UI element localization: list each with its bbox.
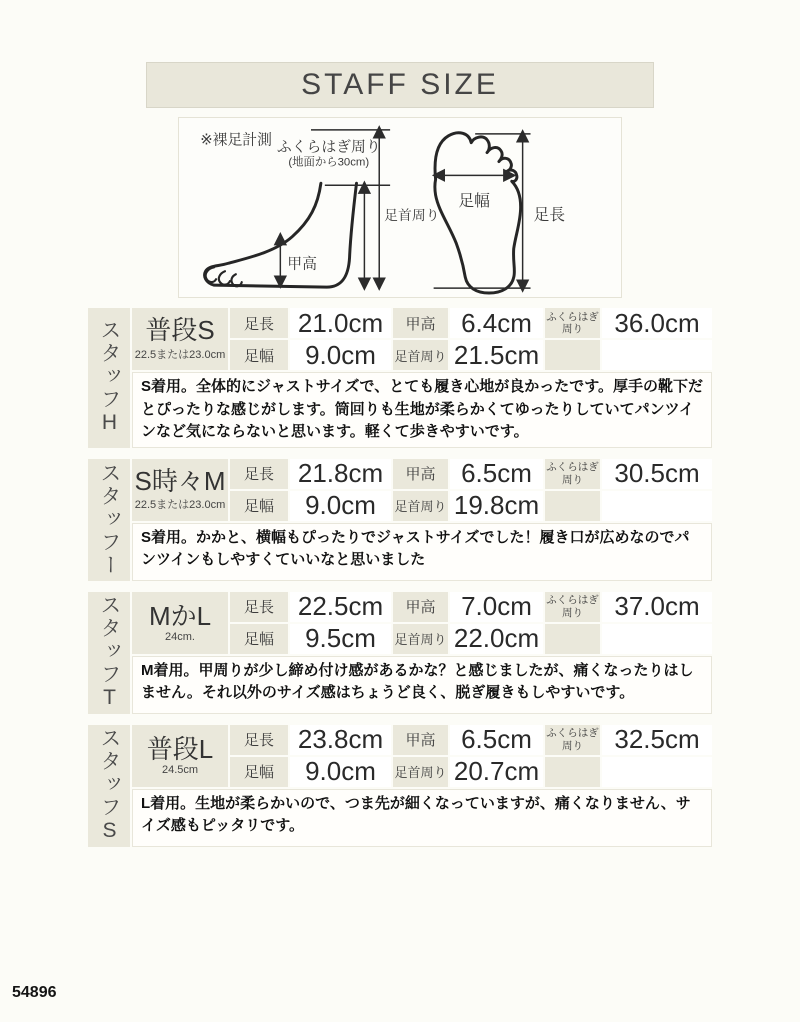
label-calf-girth bbox=[545, 459, 600, 489]
value-instep: 6.4cm bbox=[450, 308, 543, 338]
staff-section bbox=[88, 459, 712, 581]
measurement-table bbox=[132, 459, 712, 521]
value-instep: 7.0cm bbox=[450, 592, 543, 622]
staff-body bbox=[132, 725, 712, 847]
label-calf-line1: ふくらはぎ bbox=[546, 461, 599, 474]
empty-label-cell bbox=[545, 757, 600, 787]
size-name-cell bbox=[132, 459, 228, 521]
label-ankle-girth: 足首周り bbox=[393, 624, 448, 654]
title-bar bbox=[146, 62, 654, 108]
label-calf-girth bbox=[545, 725, 600, 755]
empty-value-cell bbox=[602, 491, 712, 521]
staff-name-vertical: スタッフー bbox=[88, 459, 130, 581]
value-foot-width: 9.0cm bbox=[290, 340, 391, 370]
label-calf-line1: ふくらはぎ bbox=[546, 310, 599, 323]
label-calf-line2: 周り bbox=[562, 606, 583, 619]
foot-sole-view-illustration bbox=[435, 133, 521, 293]
staff-name-vertical: スタッフS bbox=[88, 725, 130, 847]
size-name: 普段S bbox=[145, 315, 215, 346]
value-calf-girth: 32.5cm bbox=[602, 725, 712, 755]
barefoot-note-label: ※裸足計測 bbox=[200, 132, 272, 149]
staff-name-vertical: スタッフH bbox=[88, 308, 130, 448]
size-name-cell bbox=[132, 725, 228, 787]
foot-length-label: 足長 bbox=[533, 206, 566, 224]
value-foot-length: 21.8cm bbox=[290, 459, 391, 489]
label-foot-length: 足長 bbox=[230, 308, 288, 338]
staff-comment: L着用。生地が柔らかいので、つま先が細くなっていますが、痛くなりません、サイズ感もピッタリです。 bbox=[132, 789, 712, 847]
size-name: S時々M bbox=[134, 465, 226, 496]
size-name: MかL bbox=[148, 600, 212, 631]
size-sub: 22.5または23.0cm bbox=[134, 499, 226, 512]
label-foot-width: 足幅 bbox=[230, 340, 288, 370]
foot-measurement-diagram bbox=[178, 117, 622, 298]
label-calf-girth bbox=[545, 592, 600, 622]
size-sub: 22.5または23.0cm bbox=[134, 348, 226, 361]
instep-height-label: 甲高 bbox=[287, 256, 317, 273]
page-title: STAFF SIZE bbox=[301, 68, 499, 101]
sole-view-measure-lines bbox=[434, 134, 531, 288]
value-foot-length: 21.0cm bbox=[290, 308, 391, 338]
empty-value-cell bbox=[602, 340, 712, 370]
value-ankle-girth: 21.5cm bbox=[450, 340, 543, 370]
page-content bbox=[88, 62, 712, 847]
staff-comment: S着用。全体的にジャストサイズで、とても履き心地が良かったです。厚手の靴下だとぴったりな感じがします。筒回りも生地が柔らかくてゆったりしていてパンツインなど気にならないと思います。軽くて歩きやすいです。 bbox=[132, 372, 712, 448]
staff-comment: M着用。甲周りが少し締め付け感があるかな？と感じましたが、痛くなったりはしません。それ以外のサイズ感はちょうど良く、脱ぎ履きもしやすいです。 bbox=[132, 656, 712, 714]
value-instep: 6.5cm bbox=[450, 725, 543, 755]
calf-girth-sub-label: (地面から30cm) bbox=[288, 156, 370, 169]
size-name: 普段L bbox=[146, 733, 214, 764]
measurement-table bbox=[132, 592, 712, 654]
label-calf-line2: 周り bbox=[562, 739, 583, 752]
label-calf-line1: ふくらはぎ bbox=[546, 594, 599, 607]
label-foot-length: 足長 bbox=[230, 592, 288, 622]
value-foot-length: 22.5cm bbox=[290, 592, 391, 622]
empty-label-cell bbox=[545, 491, 600, 521]
measurement-table bbox=[132, 725, 712, 787]
empty-value-cell bbox=[602, 624, 712, 654]
value-calf-girth: 37.0cm bbox=[602, 592, 712, 622]
label-foot-width: 足幅 bbox=[230, 624, 288, 654]
staff-sections bbox=[88, 308, 712, 847]
value-instep: 6.5cm bbox=[450, 459, 543, 489]
staff-body bbox=[132, 459, 712, 581]
staff-section bbox=[88, 308, 712, 448]
label-instep: 甲高 bbox=[393, 459, 448, 489]
label-foot-width: 足幅 bbox=[230, 757, 288, 787]
value-calf-girth: 36.0cm bbox=[602, 308, 712, 338]
label-calf-line2: 周り bbox=[562, 473, 583, 486]
label-ankle-girth: 足首周り bbox=[393, 340, 448, 370]
staff-section bbox=[88, 592, 712, 714]
empty-label-cell bbox=[545, 340, 600, 370]
foot-diagram-svg bbox=[179, 118, 621, 297]
label-instep: 甲高 bbox=[393, 725, 448, 755]
label-calf-line2: 周り bbox=[562, 323, 583, 335]
value-foot-width: 9.0cm bbox=[290, 491, 391, 521]
size-name-cell bbox=[132, 308, 228, 370]
empty-value-cell bbox=[602, 757, 712, 787]
foot-width-label: 足幅 bbox=[458, 193, 490, 211]
label-instep: 甲高 bbox=[393, 592, 448, 622]
label-foot-length: 足長 bbox=[230, 459, 288, 489]
label-foot-width: 足幅 bbox=[230, 491, 288, 521]
empty-label-cell bbox=[545, 624, 600, 654]
size-name-cell bbox=[132, 592, 228, 654]
measurement-table bbox=[132, 308, 712, 370]
product-code: 54896 bbox=[12, 984, 57, 1001]
size-sub: 24cm. bbox=[165, 631, 195, 644]
label-foot-length: 足長 bbox=[230, 725, 288, 755]
value-calf-girth: 30.5cm bbox=[602, 459, 712, 489]
staff-body bbox=[132, 592, 712, 714]
label-calf-girth bbox=[545, 308, 600, 338]
label-ankle-girth: 足首周り bbox=[393, 757, 448, 787]
staff-comment: S着用。かかと、横幅もぴったりでジャストサイズでした！履き口が広めなのでパンツインもしやすくていいなと思いました bbox=[132, 523, 712, 581]
label-calf-line1: ふくらはぎ bbox=[546, 727, 599, 740]
ankle-girth-label: 足首周り bbox=[384, 206, 440, 223]
value-ankle-girth: 19.8cm bbox=[450, 491, 543, 521]
label-ankle-girth: 足首周り bbox=[393, 491, 448, 521]
value-foot-length: 23.8cm bbox=[290, 725, 391, 755]
staff-body bbox=[132, 308, 712, 448]
value-foot-width: 9.0cm bbox=[290, 757, 391, 787]
value-foot-width: 9.5cm bbox=[290, 624, 391, 654]
size-sub: 24.5cm bbox=[161, 764, 199, 777]
value-ankle-girth: 20.7cm bbox=[450, 757, 543, 787]
staff-name-vertical: スタッフT bbox=[88, 592, 130, 714]
calf-girth-label: ふくらはぎ周り bbox=[276, 139, 381, 156]
value-ankle-girth: 22.0cm bbox=[450, 624, 543, 654]
label-instep: 甲高 bbox=[393, 308, 448, 338]
staff-section bbox=[88, 725, 712, 847]
